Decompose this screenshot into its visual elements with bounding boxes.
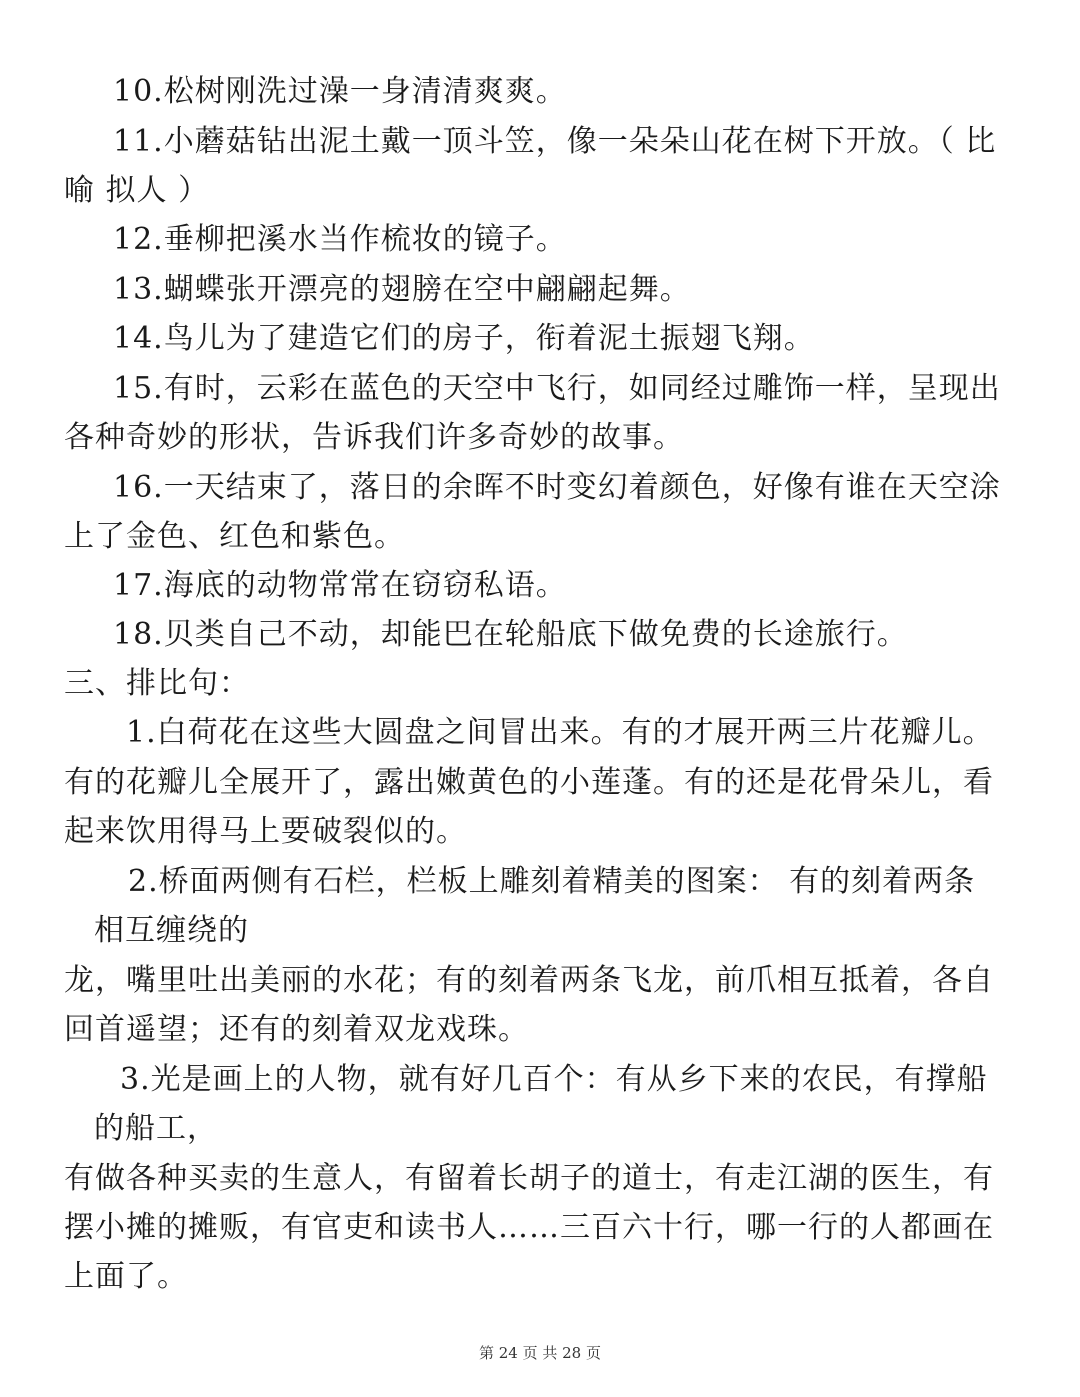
text-line-9: 16.一天结束了，落日的余晖不时变幻着颜色，好像有谁在天空涂 [113, 470, 1001, 505]
text-line-1: 10.松树刚洗过澡一身清清爽爽。 [113, 74, 567, 109]
text-line-2: 11.小蘑菇钻出泥土戴一顶斗笠，像一朵朵山花在树下开放。（ 比 [113, 124, 997, 159]
text-line-3: 喻 拟人 ） [64, 173, 210, 208]
text-line-22: 的船工， [94, 1111, 218, 1146]
text-line-5: 13.蝴蝶张开漂亮的翅膀在空中翩翩起舞。 [113, 272, 691, 307]
text-line-19: 龙，嘴里吐出美丽的水花；有的刻着两条飞龙，前爪相互抵着，各自 [64, 963, 994, 998]
page-number-footer: 第 24 页 共 28 页 [478, 1344, 601, 1362]
text-line-12: 18.贝类自己不动，却能巴在轮船底下做免费的长途旅行。 [113, 617, 908, 652]
text-line-10: 上了金色、红色和紫色。 [64, 519, 405, 554]
text-line-17: 2.桥面两侧有石栏，栏板上雕刻着精美的图案： 有的刻着两条 [128, 864, 976, 899]
text-line-6: 14.鸟儿为了建造它们的房子，衔着泥土振翅飞翔。 [113, 321, 815, 356]
text-line-21: 3.光是画上的人物，就有好几百个：有从乡下来的农民，有撑船 [120, 1062, 988, 1097]
section-heading: 三、排比句： [64, 666, 250, 701]
text-line-14: 1.白荷花在这些大圆盘之间冒出来。有的才展开两三片花瓣儿。 [126, 715, 994, 750]
text-line-20: 回首遥望；还有的刻着双龙戏珠。 [64, 1012, 529, 1047]
text-line-24: 摆小摊的摊贩，有官吏和读书人……三百六十行，哪一行的人都画在 [64, 1210, 994, 1245]
text-line-25: 上面了。 [64, 1259, 188, 1294]
text-line-23: 有做各种买卖的生意人，有留着长胡子的道士，有走江湖的医生，有 [64, 1161, 994, 1196]
text-line-11: 17.海底的动物常常在窃窃私语。 [113, 568, 567, 603]
text-line-4: 12.垂柳把溪水当作梳妆的镜子。 [113, 222, 567, 257]
text-line-15: 有的花瓣儿全展开了，露出嫩黄色的小莲蓬。有的还是花骨朵儿，看 [64, 765, 994, 800]
text-line-7: 15.有时，云彩在蓝色的天空中飞行，如同经过雕饰一样，呈现出 [113, 371, 1001, 406]
text-line-18: 相互缠绕的 [94, 913, 249, 948]
text-line-8: 各种奇妙的形状，告诉我们许多奇妙的故事。 [64, 420, 684, 455]
text-line-16: 起来饮用得马上要破裂似的。 [64, 814, 467, 849]
